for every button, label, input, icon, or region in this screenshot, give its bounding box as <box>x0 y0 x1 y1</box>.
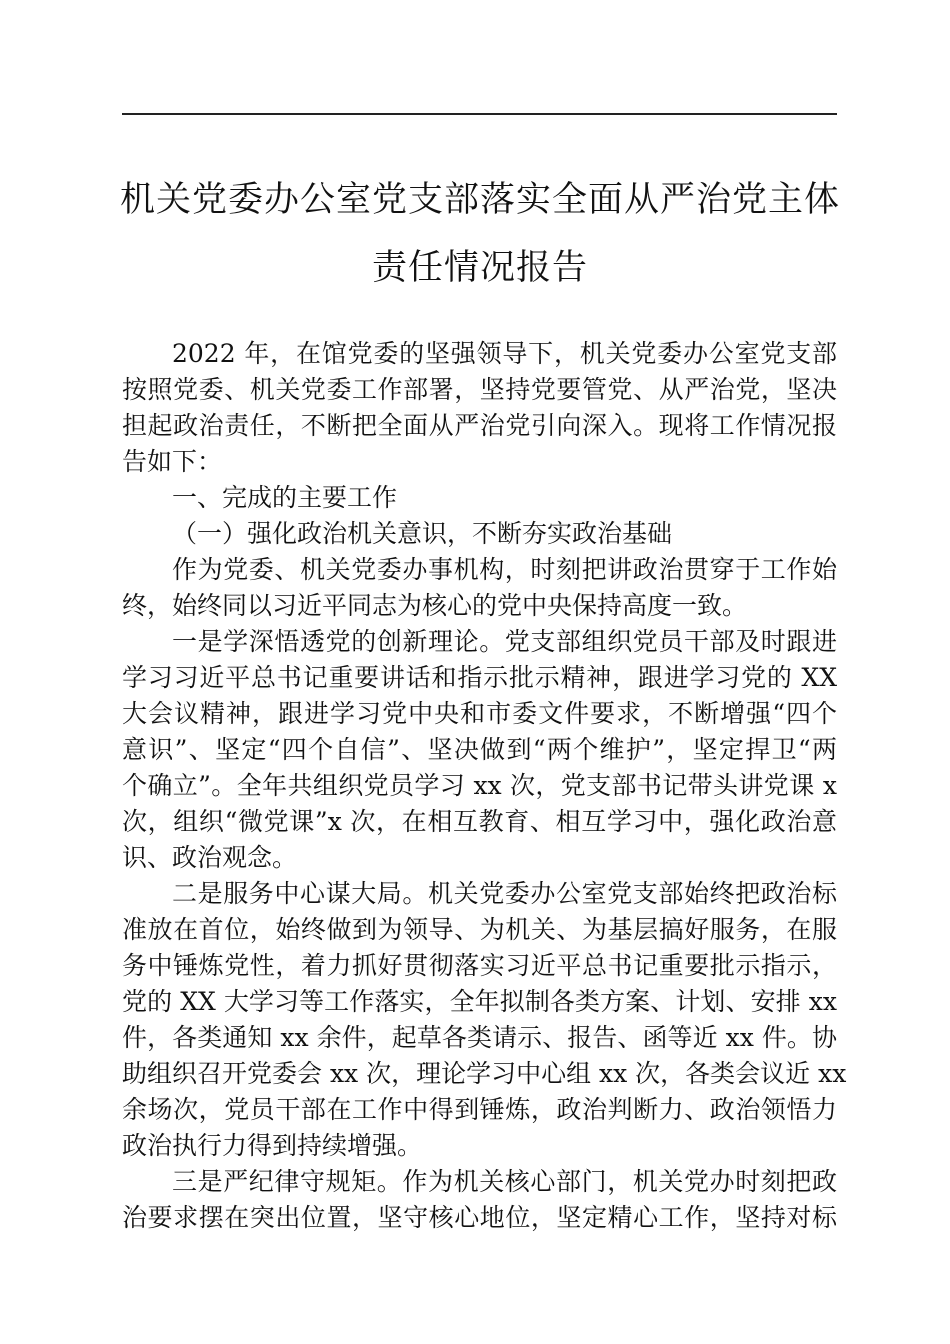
body-line: 大会议精神，跟进学习党中央和市委文件要求，不断增强“四个 <box>122 699 837 728</box>
document-title-line-2: 责任情况报告 <box>371 248 588 288</box>
body-line: 一、完成的主要工作 <box>172 483 398 512</box>
document-title-line-1: 机关党委办公室党支部落实全面从严治党主体 <box>119 180 840 220</box>
body-line: 助组织召开党委会 xx 次，理论学习中心组 xx 次，各类会议近 xx <box>122 1059 847 1088</box>
body-line: 识、政治观念。 <box>122 843 298 872</box>
body-line: 余场次，党员干部在工作中得到锤炼，政治判断力、政治领悟力 <box>122 1095 837 1124</box>
body-line: 次，组织“微党课”x 次，在相互教育、相互学习中，强化政治意 <box>122 807 837 836</box>
body-line: 党的 XX 大学习等工作落实，全年拟制各类方案、计划、安排 xx <box>122 987 837 1016</box>
body-line: 治要求摆在突出位置，坚守核心地位，坚定精心工作，坚持对标 <box>122 1203 837 1232</box>
body-line: 按照党委、机关党委工作部署，坚持党要管党、从严治党，坚决 <box>122 375 837 404</box>
body-line: 三是严纪律守规矩。作为机关核心部门，机关党办时刻把政 <box>172 1167 837 1196</box>
body-line: 学习习近平总书记重要讲话和指示批示精神，跟进学习党的 XX <box>122 663 837 692</box>
body-line: 终，始终同以习近平同志为核心的党中央保持高度一致。 <box>122 591 748 620</box>
document-body <box>122 336 847 1236</box>
header-rule <box>122 113 837 115</box>
body-line: 准放在首位，始终做到为领导、为机关、为基层搞好服务，在服 <box>122 915 837 944</box>
body-line: 二是服务中心谋大局。机关党委办公室党支部始终把政治标 <box>172 879 837 908</box>
body-line: 件，各类通知 xx 余件，起草各类请示、报告、函等近 xx 件。协 <box>122 1023 837 1052</box>
body-line: 作为党委、机关党委办事机构，时刻把讲政治贯穿于工作始 <box>172 555 837 584</box>
body-line: 意识”、坚定“四个自信”、坚决做到“两个维护”，坚定捍卫“两 <box>122 735 837 764</box>
body-line: 一是学深悟透党的创新理论。党支部组织党员干部及时跟进 <box>172 627 837 656</box>
body-line: （一）强化政治机关意识，不断夯实政治基础 <box>172 519 673 548</box>
body-line: 2022 年，在馆党委的坚强领导下，机关党委办公室党支部 <box>172 339 837 368</box>
body-line: 个确立”。全年共组织党员学习 xx 次，党支部书记带头讲党课 x <box>122 771 837 800</box>
body-line: 告如下： <box>122 447 223 476</box>
body-line: 务中锤炼党性，着力抓好贯彻落实习近平总书记重要批示指示， <box>122 951 837 980</box>
body-line: 担起政治责任，不断把全面从严治党引向深入。现将工作情况报 <box>122 411 837 440</box>
body-line: 政治执行力得到持续增强。 <box>122 1131 423 1160</box>
